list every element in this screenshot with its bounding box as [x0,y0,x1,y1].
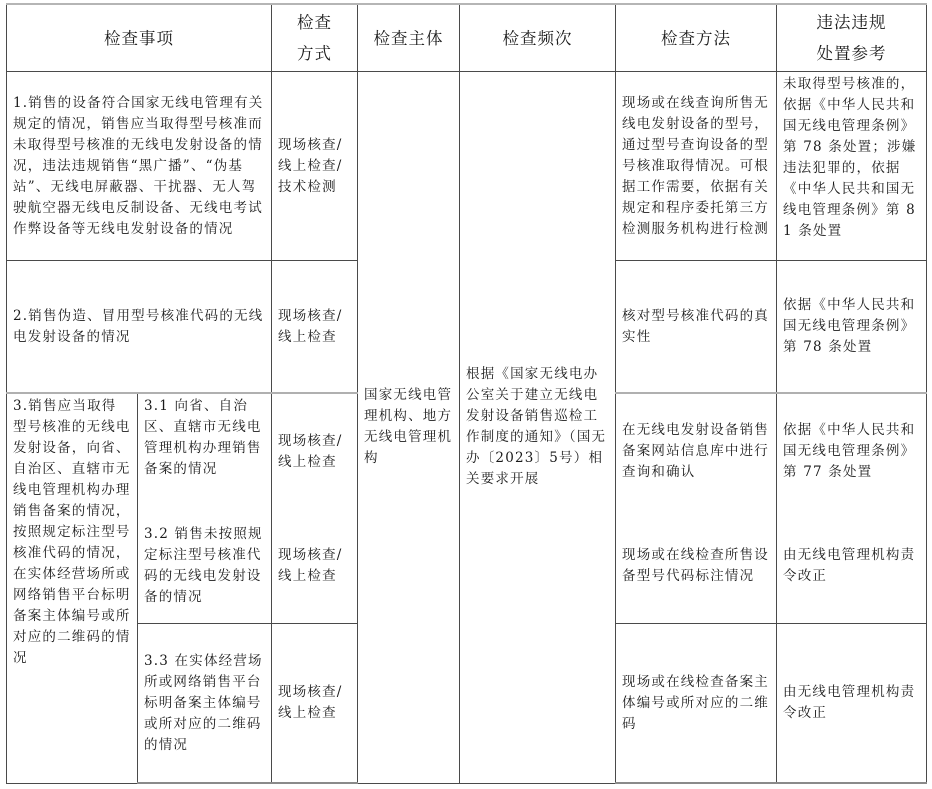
row1-penalty: 未取得型号核准的，依据《中华人民共和国无线电管理条例》第 78 条处置；涉嫌违法犯罪的，依据《中华人民共和国无线电管理条例》第 81 条处置 [777,72,927,261]
row2-method: 核对型号核准代码的真实性 [616,261,777,394]
header-method-type [272,4,358,72]
row3-3-penalty: 由无线电管理机构责令改正 [777,624,927,784]
header-method-type-line2: 方式 [297,44,332,63]
row3-3-method: 现场或在线检查备案主体编号或所对应的二维码 [616,624,777,784]
frequency-merged-cell: 根据《国家无线电办公室关于建立无线电发射设备销售巡检工作制度的通知》（国无办〔2023〕5号）相关要求开展 [460,72,616,784]
row3-1-method-type: 现场核查/线上检查 [272,393,358,509]
row3-3-item: 3.3 在实体经营场所或网络销售平台标明备案主体编号或所对应的二维码的情况 [138,624,272,784]
row3-1-method: 在无线电发射设备销售备案网站信息库中进行查询和确认 [616,393,777,509]
row3-1-item: 3.1 向省、自治区、直辖市无线电管理机构办理销售备案的情况 [138,393,272,509]
row1-method: 现场或在线查询所售无线电发射设备的型号，通过型号查询设备的型号核准取得情况。可根据工作需要，依据有关规定和程序委托第三方检测服务机构进行检测 [616,72,777,261]
row1-method-type: 现场核查/线上检查/技术检测 [272,72,358,261]
header-item: 检查事项 [7,4,272,72]
header-subject: 检查主体 [358,4,460,72]
row3-2-method: 现场或在线检查所售设备型号代码标注情况 [616,509,777,624]
header-frequency: 检查频次 [460,4,616,72]
row1-item: 1.销售的设备符合国家无线电管理有关规定的情况，销售应当取得型号核准而未取得型号核准的无线电发射设备的情况，违法违规销售“黑广播”、“伪基站”、无线电屏蔽器、干扰器、无人驾驶航空器无线电反制设备、无线电考试作弊设备等无线电发射设备的情况 [7,72,272,261]
header-penalty-line2: 处置参考 [816,44,887,63]
header-method-type-line1: 检查 [297,13,332,32]
header-method: 检查方法 [616,4,777,72]
inspection-table [6,3,927,784]
header-penalty [777,4,927,72]
row2-penalty: 依据《中华人民共和国无线电管理条例》第 78 条处置 [777,261,927,394]
subject-merged-cell: 国家无线电管理机构、地方无线电管理机构 [358,72,460,784]
row3-2-item: 3.2 销售未按照规定标注型号核准代码的无线电发射设备的情况 [138,509,272,624]
header-row [7,4,927,72]
table-row [7,72,927,261]
row3-2-method-type: 现场核查/线上检查 [272,509,358,624]
header-penalty-line1: 违法违规 [816,13,887,32]
row3-item: 3.销售应当取得型号核准的无线电发射设备，向省、自治区、直辖市无线电管理机构办理销售备案的情况，按照规定标注型号核准代码的情况，在实体经营场所或网络销售平台标明备案主体编号或所对应的二维码的情况 [7,393,138,783]
row2-item: 2.销售伪造、冒用型号核准代码的无线电发射设备的情况 [7,261,272,394]
row3-1-penalty: 依据《中华人民共和国无线电管理条例》第 77 条处置 [777,393,927,509]
row3-2-penalty: 由无线电管理机构责令改正 [777,509,927,624]
row2-method-type: 现场核查/线上检查 [272,261,358,394]
row3-3-method-type: 现场核查/线上检查 [272,624,358,784]
